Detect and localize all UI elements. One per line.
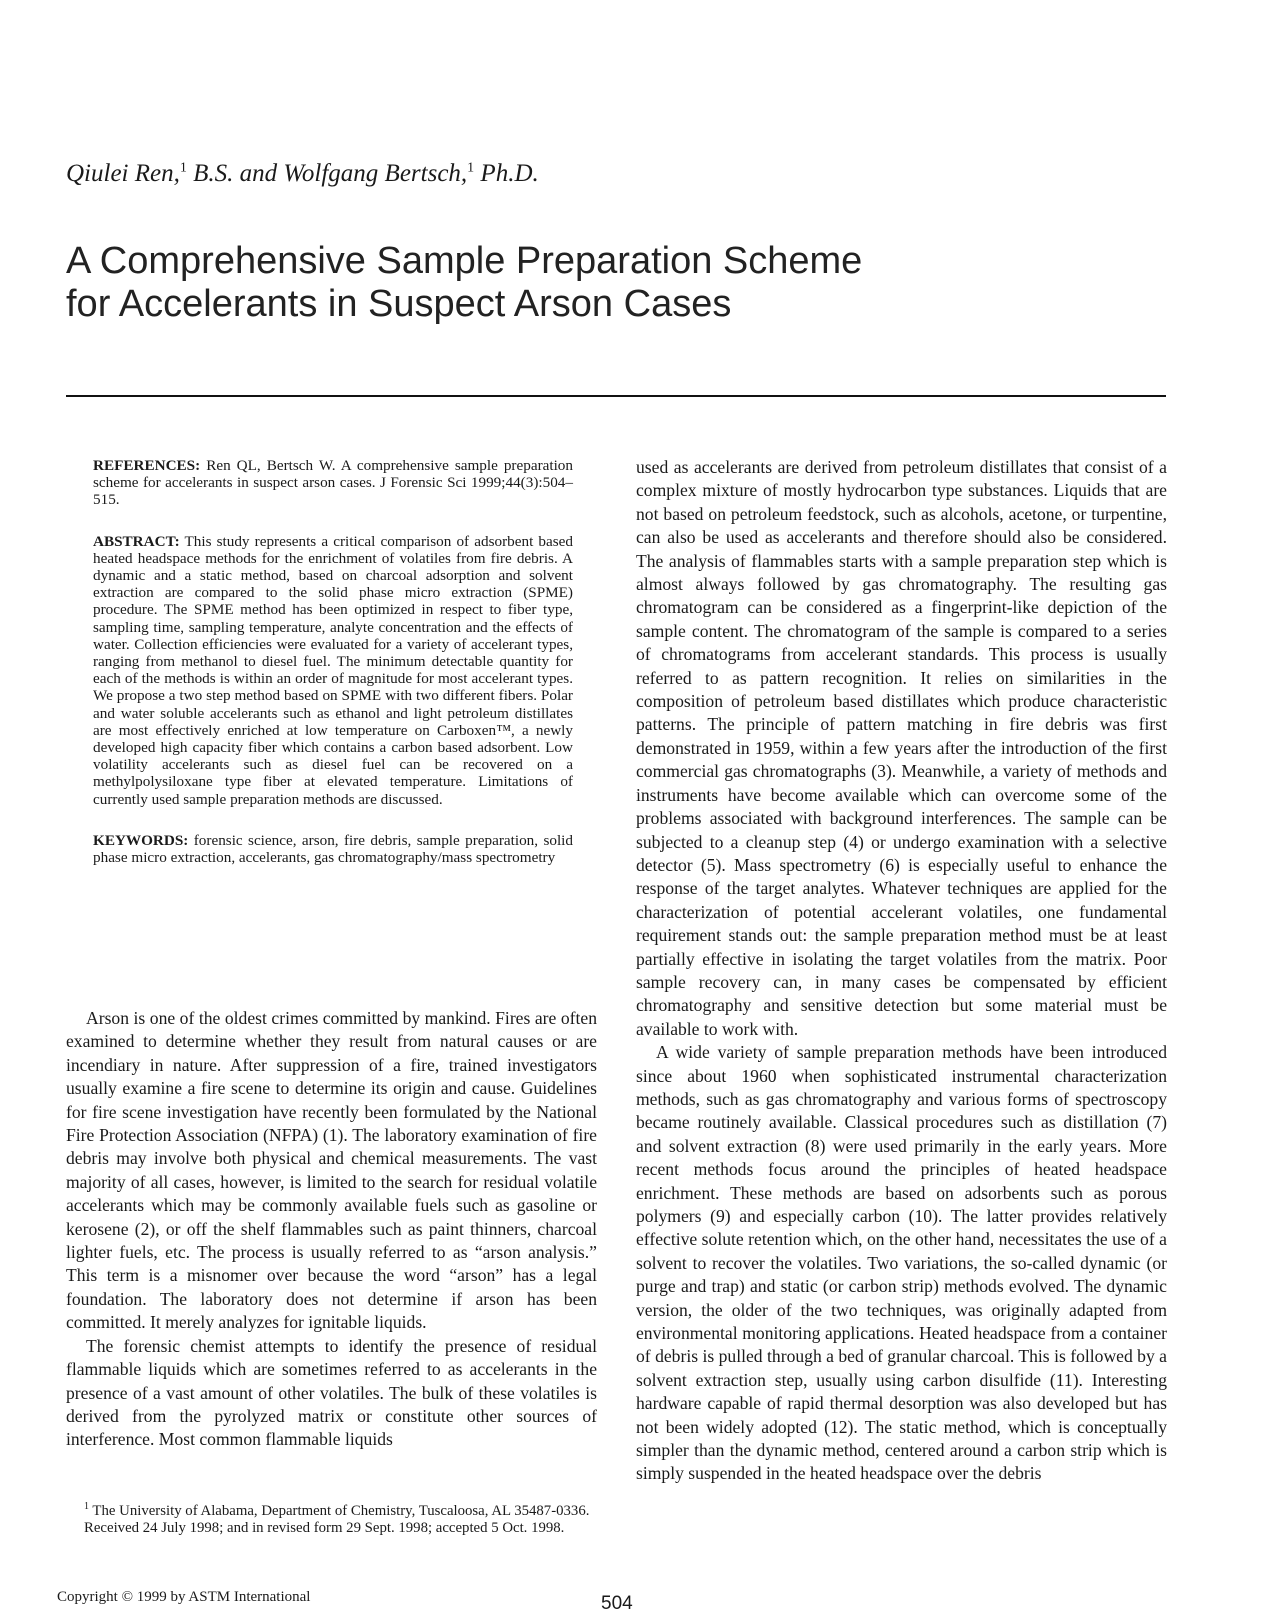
title-divider — [66, 395, 1166, 397]
affiliation-footnote — [66, 1498, 597, 1520]
author-2-affiliation-mark: 1 — [467, 160, 475, 176]
references-label: REFERENCES: — [93, 457, 201, 474]
abstract-text: This study represents a critical comparison of adsorbent based heated headspace methods for the enrichment of volatiles from fire debris. A dynamic and a static method, based on charcoal adsorption and solvent extraction are compared to the solid phase micro extraction (SPME) procedure. The SPME method has been optimized in respect to fiber type, sampling time, sampling temperature, analyte concentration and the effects of water. Collection efficiencies were evaluated for a variety of accelerant types, ranging from methanol to diesel fuel. The minimum detectable quantity for each of the methods is within an order of magnitude for most accelerant types. We propose a two step method based on SPME with two different fibers. Polar and water soluble accelerants such as ethanol and light petroleum distillates are most effectively enriched at low temperature on Carboxen™, a newly developed high capacity fiber which contains a carbon based adsorbent. Low volatility accelerants such as diesel fuel can be recovered on a methylpolysiloxane type fiber at elevated temperature. Limitations of currently used sample preparation methods are discussed. — [93, 532, 573, 808]
body-paragraph-1: Arson is one of the oldest crimes committed by mankind. Fires are often examined to determine whether they result from natural causes or are incendiary in nature. After suppression of a fire, trained investigators usually examine a fire scene to determine its origin and cause. Guidelines for fire scene investigation have recently been formulated by the National Fire Protection Association (NFPA) (1). The laboratory examination of fire debris may involve both physical and chemical measurements. The vast majority of all cases, however, is limited to the search for residual volatile accelerants which may be commonly available fuels such as gasoline or kerosene (2), or off the shelf flammables such as paint thinners, charcoal lighter fuels, etc. The process is usually referred to as “arson analysis.” This term is a misnomer over because the word “arson” has a legal foundation. The laboratory does not determine if arson has been committed. It merely analyzes for ignitable liquids. — [66, 1008, 597, 1333]
affiliation-footnote-mark: 1 — [84, 1501, 89, 1512]
abstract-label: ABSTRACT: — [93, 532, 180, 550]
article-title-line-1: A Comprehensive Sample Preparation Scheme — [66, 240, 863, 282]
copyright-notice: Copyright © 1999 by ASTM International — [57, 1589, 311, 1605]
keywords-label: KEYWORDS: — [93, 831, 189, 849]
affiliation-footnote-text: The University of Alabama, Department of Chemistry, Tuscaloosa, AL 35487-0336. — [89, 1502, 590, 1519]
references-paragraph — [93, 457, 573, 509]
article-title-line-2: for Accelerants in Suspect Arson Cases — [66, 283, 732, 325]
body-paragraph-2: The forensic chemist attempts to identify the presence of residual flammable liquids which are sometimes referred to as accelerants in the presence of a vast amount of other volatiles. The bulk of these volatiles is derived from the pyrolyzed matrix or constitute other sources of interference. Most common flammable liquids — [66, 1335, 597, 1450]
author-1-name: Qiulei Ren, — [66, 160, 180, 187]
references-text: Ren QL, Bertsch W. A comprehensive sample preparation scheme for accelerants in suspect arson cases. J Forensic Sci 1999;44(3):504–515. — [93, 457, 573, 509]
body-paragraph-continued: used as accelerants are derived from petroleum distillates that consist of a complex mixture of mostly hydrocarbon type substances. Liquids that are not based on petroleum feedstock, such as alcohols, acetone, or turpentine, can also be used as accelerants and therefore should also be considered. The analysis of flammables starts with a sample preparation step which is almost always followed by gas chromatography. The resulting gas chromatogram can be considered as a fingerprint-like depiction of the sample content. The chromatogram of the sample is compared to a series of chromatograms from accelerant standards. This process is usually referred to as pattern recognition. It relies on similarities in the composition of petroleum based distillates which produce characteristic patterns. The principle of pattern matching in fire debris was first demonstrated in 1959, within a few years after the introduction of the first commercial gas chromatographs (3). Meanwhile, a variety of methods and instruments have become available which can overcome some of the problems associated with background interferences. The sample can be subjected to a cleanup step (4) or undergo examination with a selective detector (5). Mass spectrometry (6) is especially useful to enhance the response of the target analytes. Whatever techniques are applied for the characterization of potential accelerant volatiles, one fundamental requirement stands out: the sample preparation method must be at least partially effective in isolating the target volatiles from the matrix. Poor sample recovery can, in many cases be compensated by efficient chromatography and sensitive detection but some material must be available to work with. — [636, 457, 1167, 1039]
author-line — [66, 160, 539, 188]
keywords-paragraph — [93, 832, 573, 866]
body-paragraph-3: A wide variety of sample preparation methods have been introduced since about 1960 when sophisticated instrumental characterization methods, such as gas chromatography and various forms of spectroscopy became routinely available. Classical procedures such as distillation (7) and solvent extraction (8) were used primarily in the early years. More recent methods focus around the principles of heated headspace enrichment. These methods are based on adsorbents such as porous polymers (9) and especially carbon (10). The latter provides relatively effective solute retention which, on the other hand, necessitates the use of a solvent to recover the volatiles. Two variations, the so-called dynamic (or purge and trap) and static (or carbon strip) methods evolved. The dynamic version, the older of the two techniques, was originally adapted from environmental monitoring applications. Heated headspace from a container of debris is pulled through a bed of granular charcoal. This is followed by a solvent extraction step, usually using carbon disulfide (11). Interesting hardware capable of rapid thermal desorption was also developed but has not been widely adopted (12). The static method, which is conceptually simpler than the dynamic method, centered around a carbon strip which is simply suspended in the heated headspace over the debris — [636, 1042, 1167, 1484]
page-number: 504 — [601, 1593, 633, 1614]
keywords-text: forensic science, arson, fire debris, sample preparation, solid phase micro extraction, accelerants, gas chromatography/mass spectrometry — [93, 831, 573, 867]
footnotes — [66, 1498, 597, 1538]
abstract-paragraph — [93, 533, 573, 808]
left-column-body — [66, 1007, 597, 1452]
right-column-body — [636, 456, 1167, 1486]
abstract-block — [93, 457, 573, 890]
author-1-degree-and-author-2: B.S. and Wolfgang Bertsch, — [186, 160, 468, 187]
received-dates-footnote: Received 24 July 1998; and in revised form 29 Sept. 1998; accepted 5 Oct. 1998. — [84, 1520, 565, 1537]
article-title — [66, 240, 1066, 326]
author-1-affiliation-mark: 1 — [179, 160, 187, 176]
author-2-degree: Ph.D. — [474, 160, 539, 187]
